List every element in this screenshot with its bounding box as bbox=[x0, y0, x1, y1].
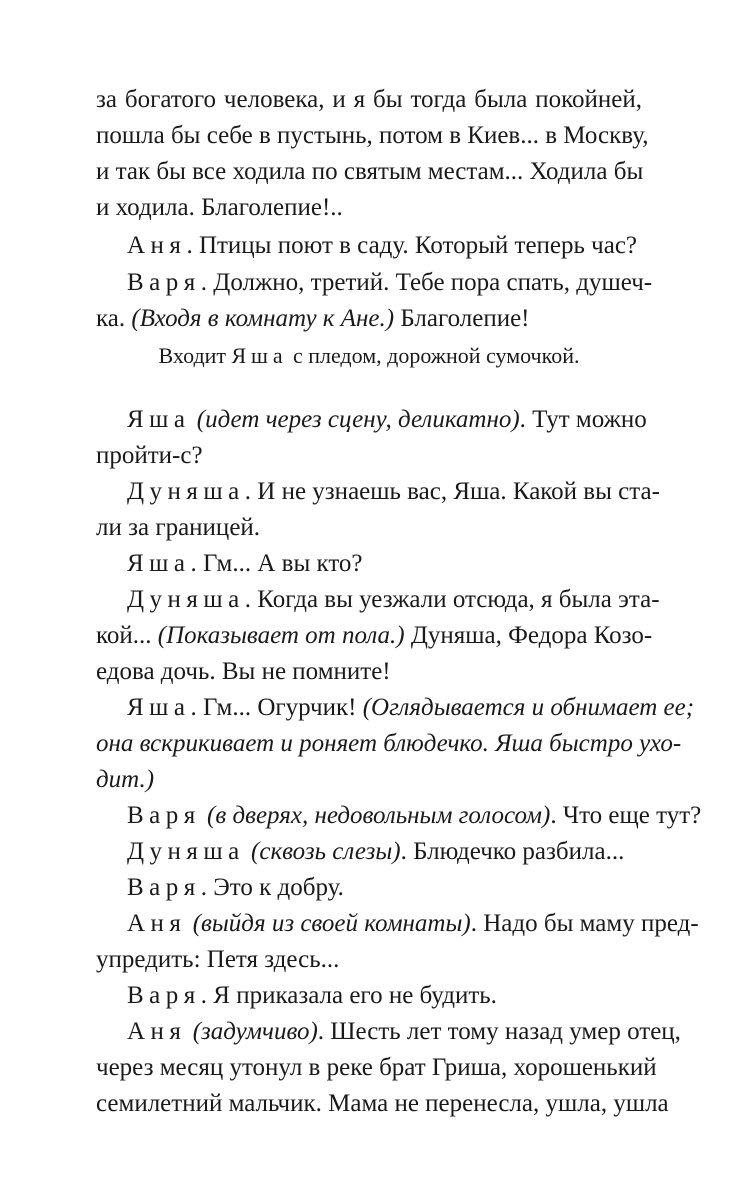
stage-direction: (выйдя из своей комнаты) bbox=[192, 910, 471, 937]
dialogue-line: Аня (задумчиво). Шесть лет тому назад умер отец, bbox=[127, 1018, 681, 1045]
dialogue-line: Яша. Гм... А вы кто? bbox=[127, 550, 363, 577]
speaker-name: Аня bbox=[127, 1018, 187, 1045]
dialogue-line: Аня. Птицы поют в саду. Который теперь час? bbox=[127, 232, 638, 259]
stage-direction: дит.) bbox=[96, 766, 155, 793]
dialogue-line: Варя (в дверях, недовольным голосом). Что еще тут? bbox=[127, 802, 702, 829]
dialogue-line: Яша. Гм... Огурчик! (Оглядывается и обнимает ее; bbox=[127, 694, 695, 721]
speaker-name: Дуняша bbox=[127, 478, 245, 505]
stage-direction: (в дверях, недовольным голосом) bbox=[207, 802, 551, 829]
stage-direction: (задумчиво) bbox=[192, 1018, 318, 1045]
speaker-name: Яша bbox=[127, 694, 191, 721]
dialogue-line: Дуняша. И не узнаешь вас, Яша. Какой вы ста- bbox=[127, 478, 660, 505]
text-line: едова дочь. Вы не помните! bbox=[96, 658, 391, 685]
text-line: пройти-с? bbox=[96, 442, 203, 469]
speaker-name: Варя bbox=[127, 269, 201, 296]
stage-direction: (Оглядывается и обнимает ее; bbox=[362, 694, 695, 721]
text-line: через месяц утонул в реке брат Гриша, хорошенький bbox=[96, 1054, 657, 1081]
speaker-name: Яша bbox=[231, 343, 288, 368]
text-line: упредить: Петя здесь... bbox=[96, 946, 340, 973]
text-line: и ходила. Благолепие!.. bbox=[96, 194, 343, 221]
speaker-name: Варя bbox=[127, 802, 201, 829]
text-line: кой... (Показывает от пола.) Дуняша, Федора Козо- bbox=[96, 622, 653, 649]
dialogue-line: Дуняша (сквозь слезы). Блюдечко разбила... bbox=[127, 838, 625, 865]
text-line: ли за границей. bbox=[96, 514, 261, 541]
text-line: за богатого человека, и я бы тогда была покойней, bbox=[96, 86, 642, 113]
dialogue-line: Варя. Должно, третий. Тебе пора спать, душеч- bbox=[127, 269, 653, 296]
dialogue-line: Варя. Я приказала его не будить. bbox=[127, 982, 497, 1009]
speaker-name: Варя bbox=[127, 982, 201, 1009]
speaker-name: Дуняша bbox=[127, 838, 245, 865]
dialogue-line: Варя. Это к добру. bbox=[127, 874, 344, 901]
speaker-name: Дуняша bbox=[127, 586, 245, 613]
text-line: семилетний мальчик. Мама не перенесла, ушла, ушла bbox=[96, 1090, 669, 1117]
dialogue-line: Аня (выйдя из своей комнаты). Надо бы маму пред- bbox=[127, 910, 699, 937]
stage-entrance: Входит Яша с пледом, дорожной сумочкой. bbox=[158, 343, 580, 368]
stage-direction: (идет через сцену, деликатно) bbox=[196, 406, 520, 433]
stage-direction: (Входя в комнату к Ане.) bbox=[131, 305, 395, 332]
speaker-name: Аня bbox=[127, 232, 187, 259]
stage-direction: (Показывает от пола.) bbox=[157, 622, 405, 649]
text-line: и так бы все ходила по святым местам... Ходила бы bbox=[96, 158, 644, 185]
speaker-name: Яша bbox=[127, 550, 191, 577]
text-line: ка. (Входя в комнату к Ане.) Благолепие! bbox=[96, 305, 530, 332]
dialogue-line: Дуняша. Когда вы уезжали отсюда, я была эта- bbox=[127, 586, 660, 613]
text-line: пошла бы себе в пустынь, потом в Киев... в Москву, bbox=[96, 122, 649, 149]
stage-direction: (сквозь слезы) bbox=[251, 838, 401, 865]
dialogue-line: Яша (идет через сцену, деликатно). Тут можно bbox=[127, 406, 647, 433]
stage-direction: она вскрикивает и роняет блюдечко. Яша быстро ухо- bbox=[96, 730, 682, 757]
speaker-name: Варя bbox=[127, 874, 201, 901]
speaker-name: Аня bbox=[127, 910, 187, 937]
speaker-name: Яша bbox=[127, 406, 191, 433]
